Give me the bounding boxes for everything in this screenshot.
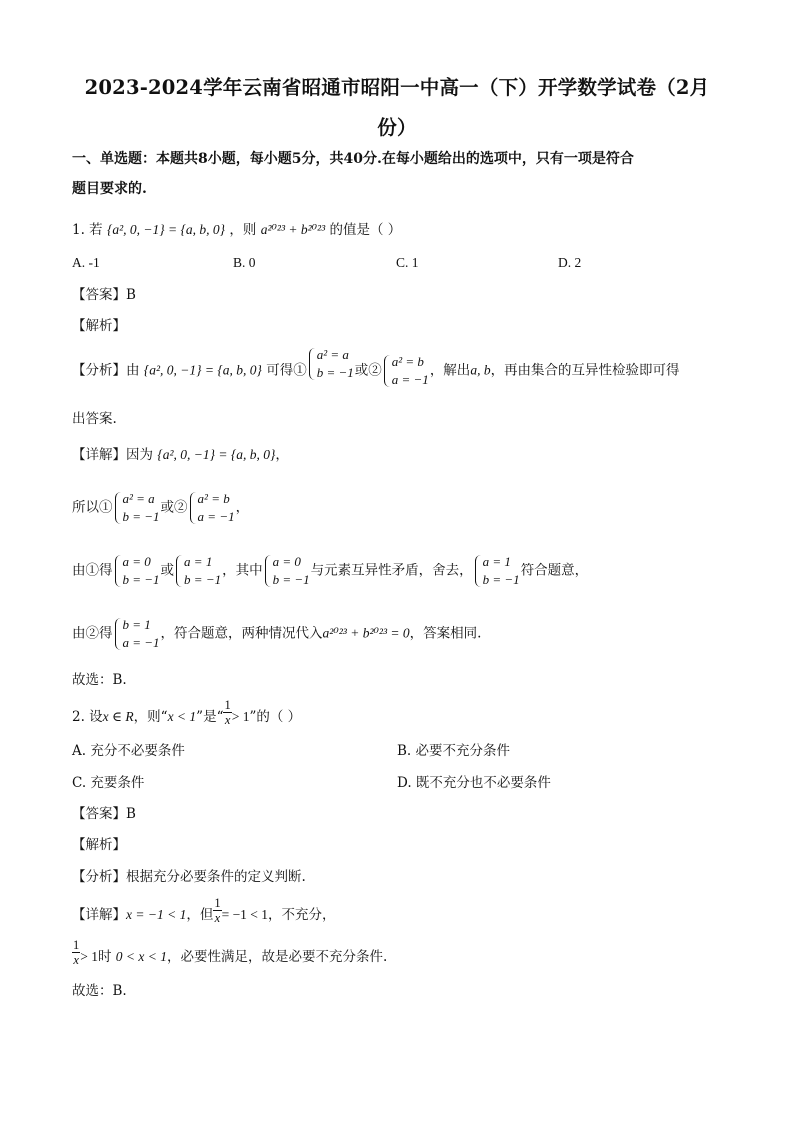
fraction-1-over-x: $\frac{1}{x}$ bbox=[73, 938, 80, 967]
q2-prefix: 2. 设 bbox=[72, 709, 103, 725]
q2-suffix: ”的（ ） bbox=[249, 709, 302, 725]
q1-analysis-label: 【解析】 bbox=[72, 318, 126, 334]
q2-mid: ”是“ bbox=[196, 709, 224, 725]
page-title-cont: 份） bbox=[377, 116, 417, 139]
q2-option-b: B. 必要不充分条件 bbox=[397, 743, 511, 759]
q2-option-d: D. 既不充分也不必要条件 bbox=[397, 775, 551, 791]
system-a0-rejected: a = 0 b = −1 bbox=[264, 553, 310, 589]
fenxi-vars: a, b bbox=[470, 362, 491, 378]
system-a1-accepted: a = 1 b = −1 bbox=[474, 553, 520, 589]
q2-detail-text: ，不充分， bbox=[268, 907, 336, 923]
fenxi-set-equation: {a², 0, −1} = {a, b, 0} bbox=[143, 362, 262, 378]
q1-expression: a²⁰²³ + b²⁰²³ bbox=[260, 222, 326, 237]
q1-mid: ，则 bbox=[229, 222, 257, 238]
system-a0: a = 0 b = −1 bbox=[114, 553, 160, 589]
q1-so bbox=[72, 490, 249, 526]
q1-option-b: B. 0 bbox=[233, 255, 256, 270]
q1-from1 bbox=[72, 553, 588, 589]
from2-text: ，答案相同. bbox=[409, 625, 482, 642]
q2-analysis-label: 【解析】 bbox=[72, 837, 126, 853]
q1-detail bbox=[72, 448, 289, 463]
so-text: 所以① bbox=[72, 499, 113, 516]
q2-detail-math: x = −1 < 1 bbox=[126, 907, 187, 922]
from1-text: 由①得 bbox=[72, 562, 113, 579]
from2-text: ，符合题意，两种情况代入 bbox=[160, 625, 323, 642]
q1-from2 bbox=[72, 616, 481, 652]
from1-text: 与元素互异性矛盾，舍去， bbox=[310, 562, 473, 579]
q2-answer: 【答案】B bbox=[72, 806, 136, 822]
detail-label: 【详解】 bbox=[72, 447, 126, 463]
system-2: a² = b a = −1 bbox=[189, 490, 235, 526]
from1-text: 或 bbox=[160, 562, 175, 579]
q2-line2-text: ，必要性满足，故是必要不充分条件. bbox=[167, 949, 388, 965]
fenxi-text: ，解出 bbox=[429, 362, 471, 379]
q2-detail-text: ，但 bbox=[186, 907, 214, 923]
q2-option-c: C. 充要条件 bbox=[72, 775, 145, 791]
detail-text: 因为 bbox=[126, 447, 153, 463]
q2-q-tail: > 1 bbox=[231, 709, 250, 724]
detail-text: ， bbox=[275, 447, 289, 463]
q1-choose: 故选：B. bbox=[72, 672, 127, 688]
q1-fenxi-cont: 出答案. bbox=[72, 411, 117, 427]
q2-line2-text: > 1时 bbox=[80, 949, 112, 964]
q1-option-d: D. 2 bbox=[558, 255, 582, 270]
fenxi-text: ，再由集合的互异性检验即可得 bbox=[490, 362, 680, 379]
section-heading-cont: 题目要求的. bbox=[72, 181, 147, 197]
detail-label: 【详解】 bbox=[72, 907, 126, 923]
page-title: 2023-2024学年云南省昭通市昭阳一中高一（下）开学数学试卷（2月 bbox=[84, 76, 710, 99]
fenxi-text: 可得① bbox=[266, 362, 307, 379]
so-text: 或② bbox=[160, 499, 188, 516]
q1-suffix: 的值是（ ） bbox=[329, 222, 402, 238]
q2-mid: ，则“ bbox=[133, 709, 168, 725]
q1-set-equation: {a², 0, −1} = {a, b, 0} bbox=[106, 222, 226, 237]
q2-detail bbox=[72, 896, 336, 925]
system-a1: a = 1 b = −1 bbox=[175, 553, 221, 589]
from2-text: 由②得 bbox=[72, 625, 113, 642]
q2-line2-math: 0 < x < 1 bbox=[115, 949, 168, 964]
q1-option-a: A. -1 bbox=[72, 255, 100, 270]
fraction-1-over-x: $\frac{1}{x}$ bbox=[224, 698, 231, 727]
system-b1: b = 1 a = −1 bbox=[114, 616, 160, 652]
q2-choose: 故选：B. bbox=[72, 983, 127, 999]
so-text: ， bbox=[235, 499, 250, 516]
from1-text: 符合题意， bbox=[520, 562, 589, 579]
q2-p: x < 1 bbox=[167, 709, 197, 724]
q2-detail-line2 bbox=[72, 938, 388, 967]
q1-prefix: 1. 若 bbox=[72, 222, 103, 238]
from1-text: ，其中 bbox=[222, 562, 263, 579]
system-1: a² = a b = −1 bbox=[308, 346, 354, 382]
fenxi-text: 或② bbox=[354, 362, 382, 379]
q2-detail-math: = −1 < 1 bbox=[221, 907, 269, 922]
q1-answer: 【答案】B bbox=[72, 287, 136, 303]
q1-fenxi bbox=[72, 347, 680, 389]
question-2-stem bbox=[72, 698, 302, 727]
fenxi-label: 【分析】 bbox=[72, 362, 126, 379]
question-1-stem bbox=[72, 223, 401, 238]
q2-condition: x ∈ R bbox=[102, 709, 134, 724]
detail-set-equation: {a², 0, −1} = {a, b, 0} bbox=[157, 447, 276, 462]
from2-expression: a²⁰²³ + b²⁰²³ = 0 bbox=[322, 625, 410, 641]
q2-option-a: A. 充分不必要条件 bbox=[72, 743, 185, 759]
section-heading: 一、单选题：本题共8小题，每小题5分，共40分.在每小题给出的选项中，只有一项是符合 bbox=[72, 151, 634, 167]
system-2: a² = b a = −1 bbox=[383, 353, 429, 389]
fraction-1-over-x: $\frac{1}{x}$ bbox=[214, 896, 221, 925]
fenxi-text: 由 bbox=[126, 362, 140, 379]
q2-fenxi: 【分析】根据充分必要条件的定义判断. bbox=[72, 869, 306, 885]
system-1: a² = a b = −1 bbox=[114, 490, 160, 526]
q1-option-c: C. 1 bbox=[396, 255, 419, 270]
